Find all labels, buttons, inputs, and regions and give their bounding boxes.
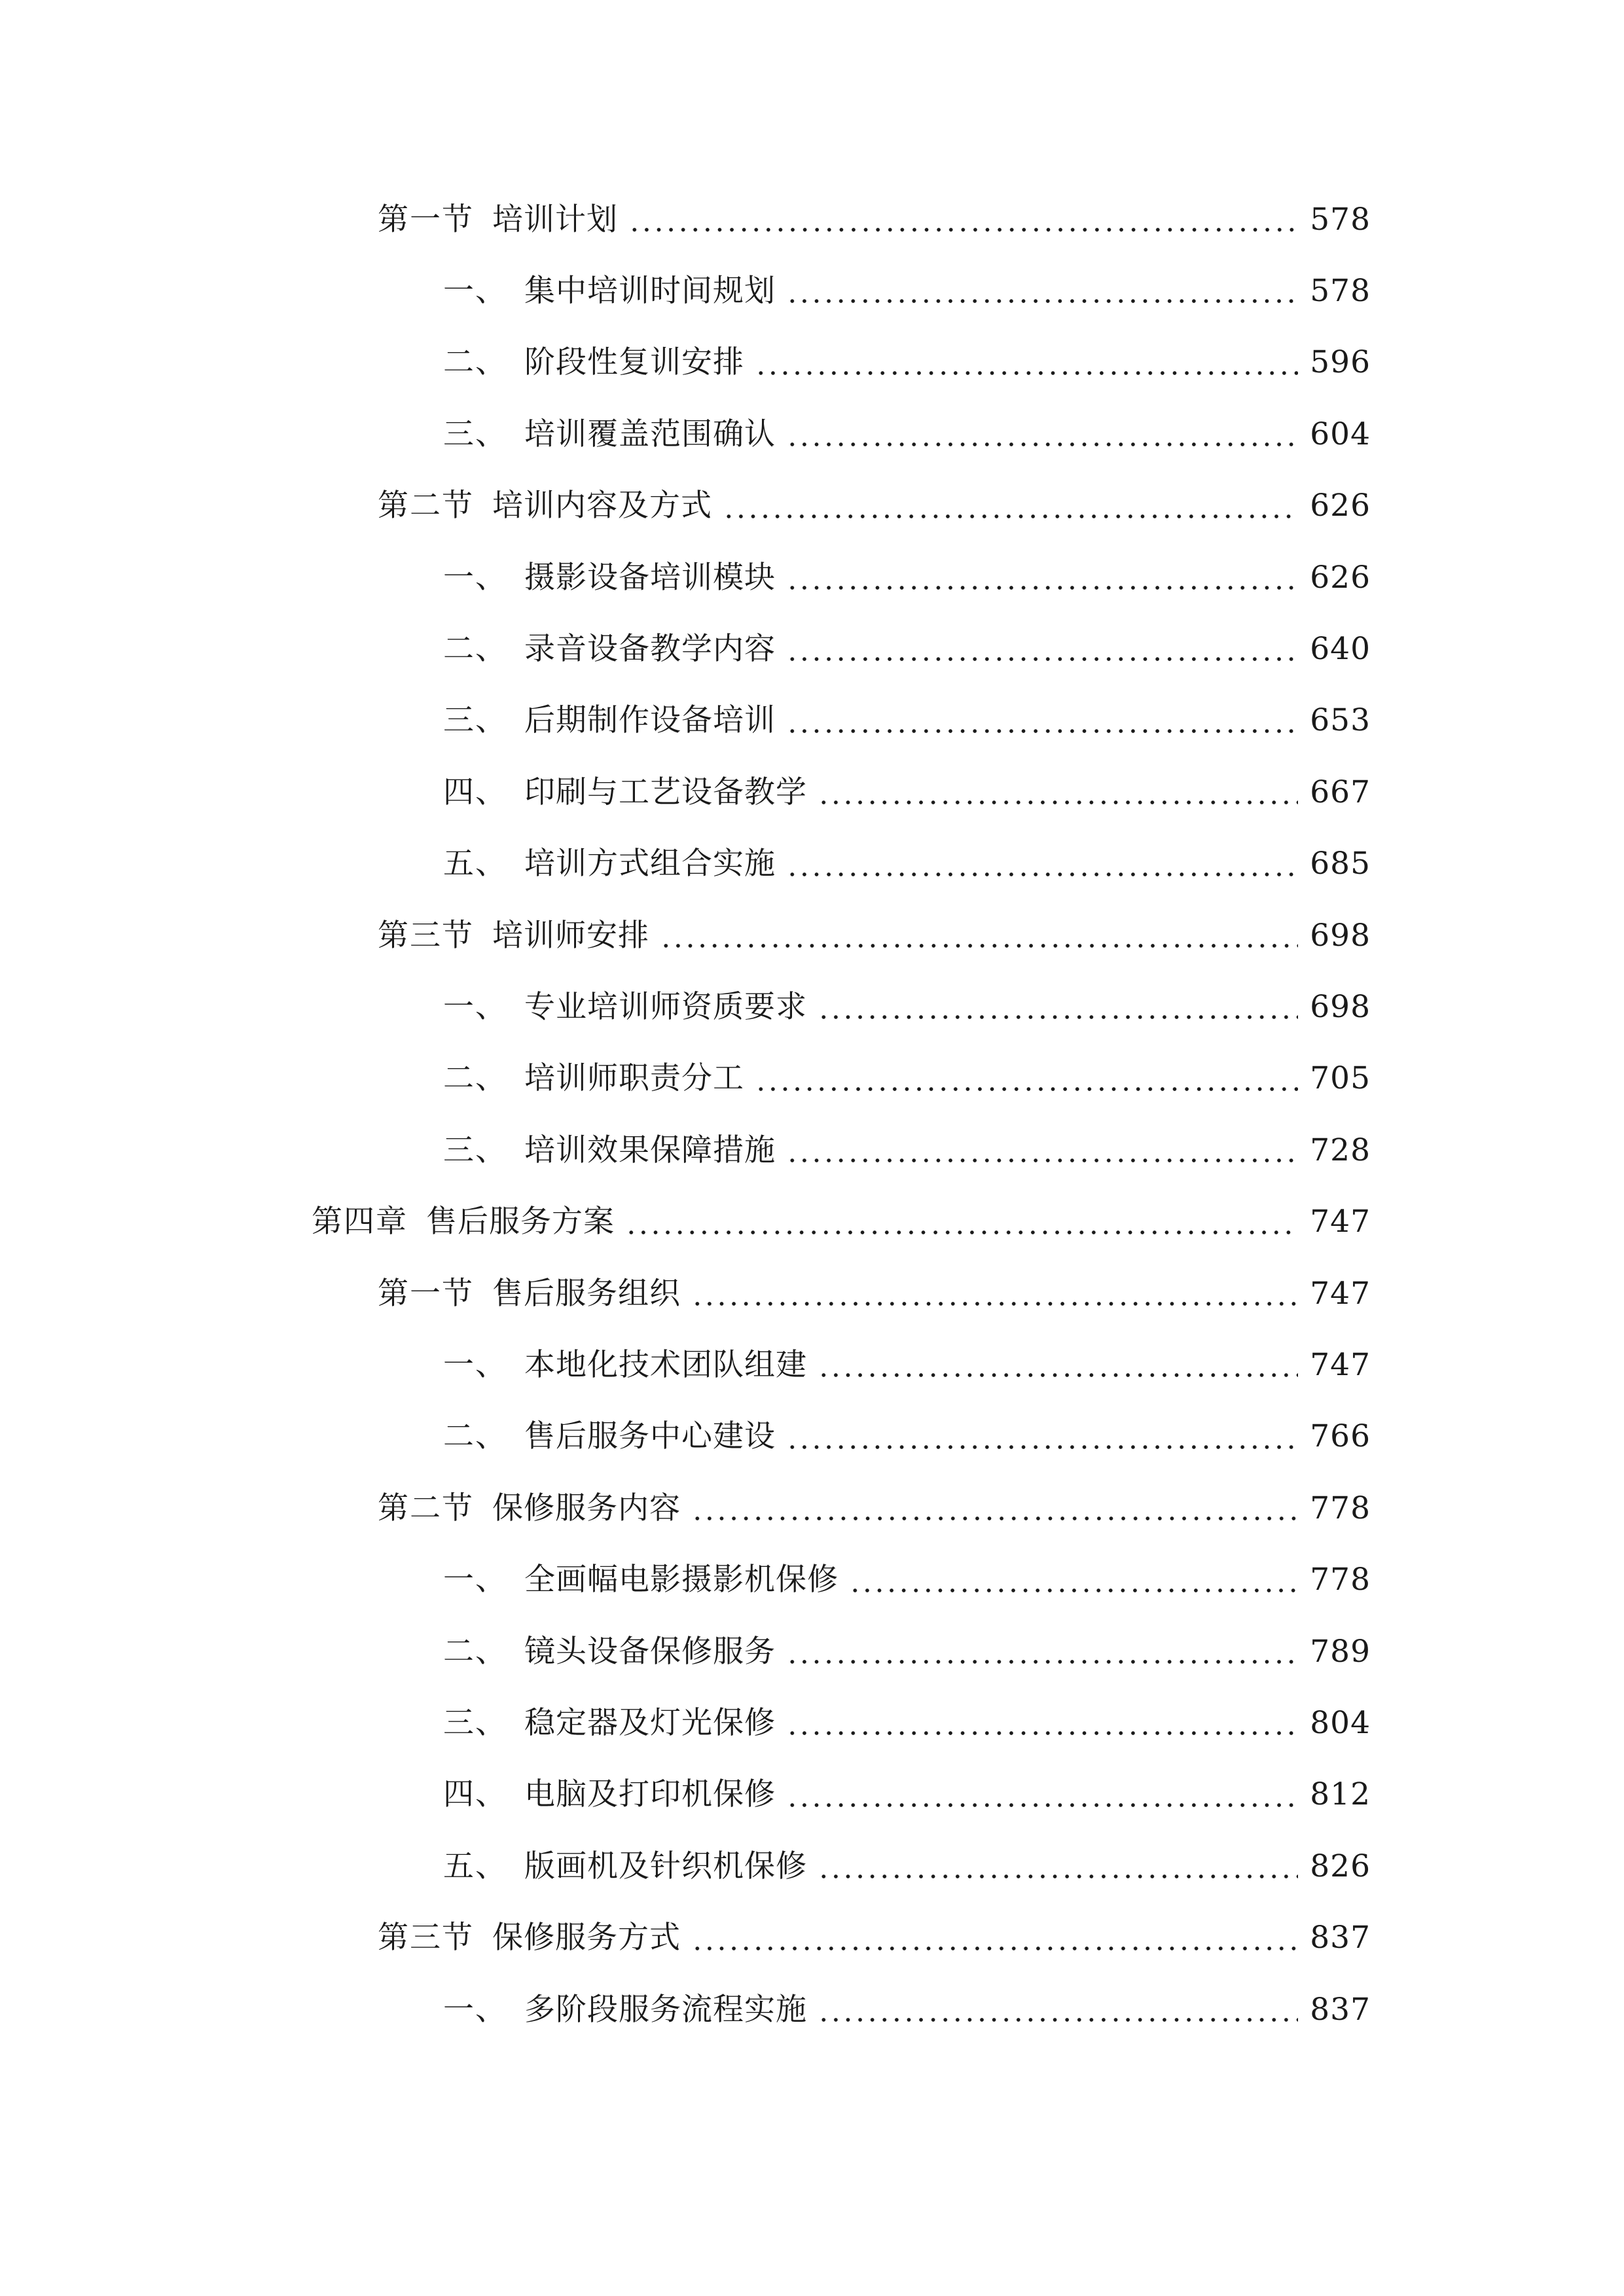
dot-leader	[849, 1551, 1298, 1609]
toc-entry-title: 录音设备教学内容	[524, 630, 776, 667]
toc-entry-title: 售后服务方案	[426, 1204, 615, 1240]
toc-entry-title: 电脑及打印机保修	[524, 1776, 776, 1813]
toc-entry-page-number: 667	[1310, 774, 1371, 810]
toc-entry-chapter[interactable]	[312, 1193, 1371, 1251]
dot-leader	[818, 762, 1298, 821]
dot-leader	[755, 1049, 1298, 1108]
toc-entry-page-number: 778	[1310, 1562, 1371, 1598]
toc-entry-marker: 二、	[443, 1418, 507, 1455]
toc-entry-title: 培训覆盖范围确认	[524, 416, 776, 452]
toc-entry-page-number: 812	[1310, 1776, 1371, 1813]
dot-leader	[660, 906, 1298, 965]
toc-entry-marker: 一、	[443, 1346, 507, 1383]
dot-leader	[691, 1909, 1298, 1967]
toc-entry-title: 培训效果保障措施	[524, 1132, 776, 1168]
toc-entry-title: 全画幅电影摄影机保修	[524, 1562, 839, 1598]
dot-leader	[755, 333, 1298, 392]
toc-entry-item[interactable]	[443, 977, 1371, 1036]
toc-entry-item[interactable]	[443, 548, 1371, 607]
toc-entry-item[interactable]	[443, 691, 1371, 750]
toc-entry-marker: 一、	[443, 272, 507, 309]
toc-entry-title: 专业培训师资质要求	[524, 988, 807, 1025]
toc-entry-marker: 三、	[443, 1704, 507, 1741]
toc-entry-marker: 二、	[443, 1633, 507, 1670]
toc-entry-title: 印刷与工艺设备教学	[524, 774, 807, 810]
toc-entry-title: 多阶段服务流程实施	[524, 1991, 807, 2028]
dot-leader	[818, 1837, 1298, 1895]
toc-entry-marker: 第一节	[378, 1275, 474, 1312]
toc-entry-item[interactable]	[443, 1693, 1371, 1752]
toc-entry-item[interactable]	[443, 1837, 1371, 1895]
toc-entry-page-number: 747	[1310, 1346, 1371, 1383]
toc-entry-item[interactable]	[443, 762, 1371, 821]
toc-entry-marker: 二、	[443, 1060, 507, 1097]
toc-entry-page-number: 685	[1310, 846, 1371, 882]
toc-entry-item[interactable]	[443, 834, 1371, 893]
toc-entry-marker: 一、	[443, 559, 507, 596]
toc-entry-marker: 三、	[443, 1132, 507, 1168]
dot-leader	[625, 1193, 1298, 1251]
toc-entry-marker: 一、	[443, 1991, 507, 2028]
toc-entry-section[interactable]	[378, 190, 1371, 249]
toc-entry-marker: 第二节	[378, 488, 474, 524]
toc-entry-title: 镜头设备保修服务	[524, 1633, 776, 1670]
toc-entry-page-number: 778	[1310, 1490, 1371, 1526]
dot-leader	[786, 834, 1298, 893]
dot-leader	[818, 1980, 1298, 2039]
toc-entry-page-number: 705	[1310, 1060, 1371, 1097]
dot-leader	[786, 1407, 1298, 1466]
toc-entry-marker: 三、	[443, 416, 507, 452]
toc-entry-title: 版画机及针织机保修	[524, 1848, 807, 1884]
toc-entry-page-number: 698	[1310, 917, 1371, 954]
toc-entry-marker: 第一节	[378, 201, 474, 238]
dot-leader	[786, 1765, 1298, 1824]
toc-entry-item[interactable]	[443, 1049, 1371, 1108]
toc-entry-marker: 第三节	[378, 917, 474, 954]
toc-entry-item[interactable]	[443, 1980, 1371, 2039]
toc-entry-title: 摄影设备培训模块	[524, 559, 776, 596]
toc-entry-page-number: 826	[1310, 1848, 1371, 1884]
toc-entry-page-number: 837	[1310, 1920, 1371, 1956]
toc-entry-item[interactable]	[443, 1622, 1371, 1681]
dot-leader	[691, 1264, 1298, 1323]
toc-entry-marker: 五、	[443, 846, 507, 882]
toc-entry-marker: 一、	[443, 988, 507, 1025]
toc-entry-marker: 四、	[443, 1776, 507, 1813]
toc-entry-title: 培训师职责分工	[524, 1060, 744, 1097]
toc-entry-section[interactable]	[378, 906, 1371, 965]
toc-entry-title: 培训内容及方式	[492, 488, 712, 524]
toc-entry-item[interactable]	[443, 1551, 1371, 1609]
toc-entry-item[interactable]	[443, 1765, 1371, 1824]
toc-entry-title: 稳定器及灯光保修	[524, 1704, 776, 1741]
toc-entry-marker: 第三节	[378, 1920, 474, 1956]
toc-entry-page-number: 789	[1310, 1633, 1371, 1670]
toc-entry-title: 售后服务组织	[492, 1275, 681, 1312]
toc-entry-marker: 四、	[443, 774, 507, 810]
toc-entry-page-number: 766	[1310, 1418, 1371, 1455]
dot-leader	[691, 1479, 1298, 1537]
toc-entry-marker: 三、	[443, 702, 507, 739]
toc-entry-page-number: 747	[1310, 1275, 1371, 1312]
toc-entry-marker: 二、	[443, 344, 507, 381]
dot-leader	[628, 190, 1298, 249]
toc-entry-marker: 二、	[443, 630, 507, 667]
dot-leader	[786, 404, 1298, 463]
toc-entry-item[interactable]	[443, 1121, 1371, 1179]
toc-entry-page-number: 578	[1310, 272, 1371, 309]
toc-entry-section[interactable]	[378, 1264, 1371, 1323]
dot-leader	[786, 548, 1298, 607]
dot-leader	[723, 476, 1298, 535]
dot-leader	[786, 1693, 1298, 1752]
toc-entry-page-number: 698	[1310, 988, 1371, 1025]
dot-leader	[818, 977, 1298, 1036]
dot-leader	[786, 691, 1298, 750]
toc-entry-item[interactable]	[443, 1335, 1371, 1394]
toc-entry-page-number: 747	[1310, 1204, 1371, 1240]
toc-entry-title: 后期制作设备培训	[524, 702, 776, 739]
toc-entry-item[interactable]	[443, 619, 1371, 678]
toc-entry-page-number: 578	[1310, 201, 1371, 238]
toc-entry-title: 培训师安排	[492, 917, 649, 954]
dot-leader	[786, 261, 1298, 320]
toc-entry-title: 培训计划	[492, 201, 618, 238]
toc-entry-page-number: 653	[1310, 702, 1371, 739]
toc-entry-item[interactable]	[443, 1407, 1371, 1466]
dot-leader	[786, 1622, 1298, 1681]
toc-entry-page-number: 837	[1310, 1991, 1371, 2028]
toc-entry-title: 阶段性复训安排	[524, 344, 744, 381]
toc-entry-item[interactable]	[443, 404, 1371, 463]
dot-leader	[818, 1335, 1298, 1394]
toc-entry-title: 售后服务中心建设	[524, 1418, 776, 1455]
toc-entry-section[interactable]	[378, 476, 1371, 535]
toc-entry-page-number: 604	[1310, 416, 1371, 452]
toc-entry-title: 保修服务方式	[492, 1920, 681, 1956]
toc-entry-page-number: 626	[1310, 488, 1371, 524]
toc-entry-page-number: 804	[1310, 1704, 1371, 1741]
toc-entry-item[interactable]	[443, 261, 1371, 320]
toc-entry-title: 本地化技术团队组建	[524, 1346, 807, 1383]
toc-entry-title: 保修服务内容	[492, 1490, 681, 1526]
toc-entry-page-number: 728	[1310, 1132, 1371, 1168]
toc-entry-marker: 五、	[443, 1848, 507, 1884]
toc-entry-page-number: 626	[1310, 559, 1371, 596]
toc-entry-marker: 第二节	[378, 1490, 474, 1526]
toc-entry-page-number: 596	[1310, 344, 1371, 381]
toc-entry-title: 集中培训时间规划	[524, 272, 776, 309]
dot-leader	[786, 619, 1298, 678]
toc-entry-title: 培训方式组合实施	[524, 846, 776, 882]
toc-entry-marker: 第四章	[312, 1204, 408, 1240]
toc-entry-section[interactable]	[378, 1909, 1371, 1967]
toc-entry-item[interactable]	[443, 333, 1371, 392]
toc-entry-page-number: 640	[1310, 630, 1371, 667]
dot-leader	[786, 1121, 1298, 1179]
toc-entry-section[interactable]	[378, 1479, 1371, 1537]
toc-entry-marker: 一、	[443, 1562, 507, 1598]
